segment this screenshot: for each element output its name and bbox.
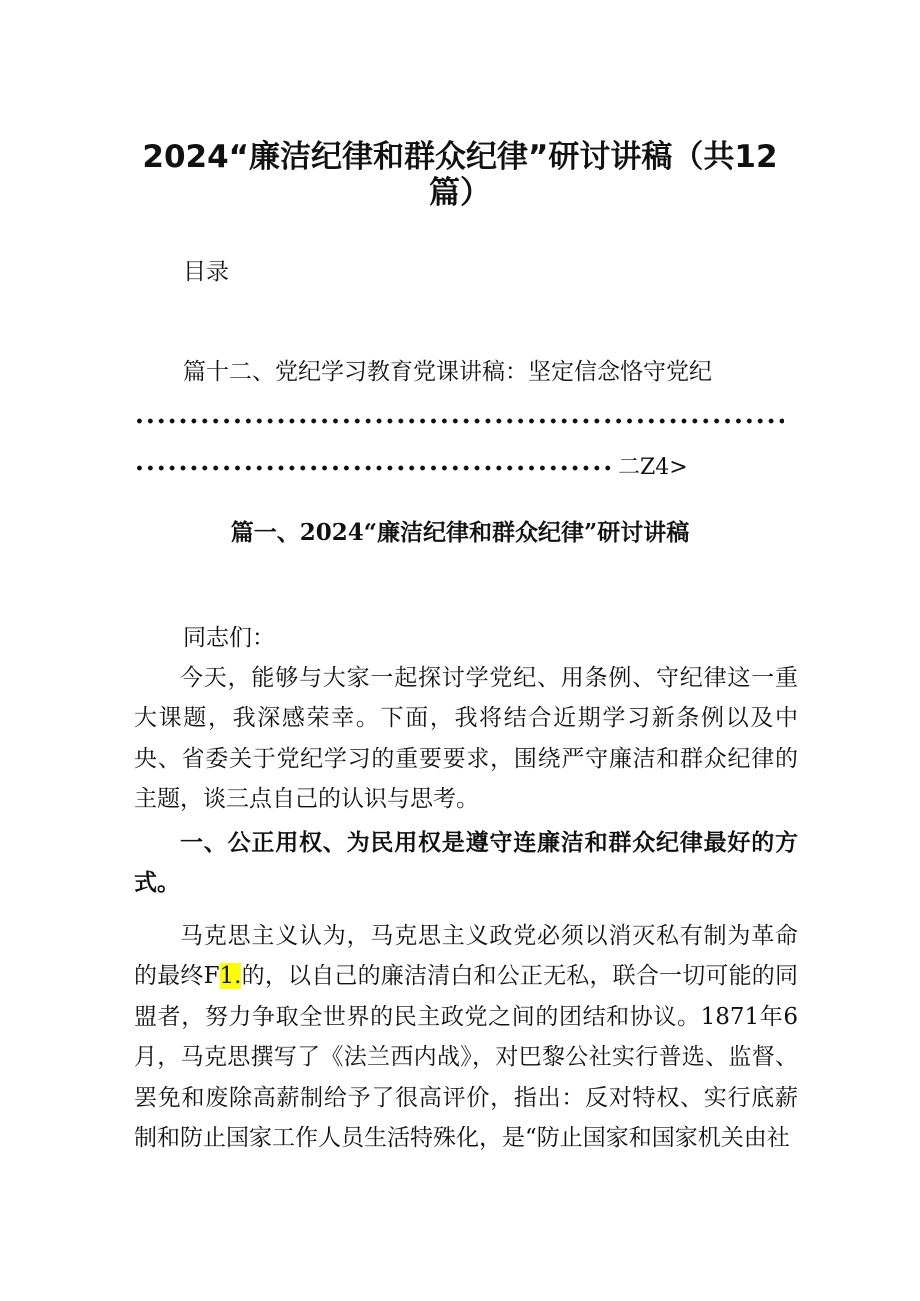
document-title-line-2: 篇）: [429, 175, 491, 211]
leader-dots: [134, 465, 614, 471]
toc-leader-dots-row-1: [134, 405, 784, 437]
paragraph-marxism: [134, 916, 798, 1158]
toc-heading: 目录: [183, 259, 229, 285]
section-title: 篇一、2024“廉洁纪律和群众纪律”研讨讲稿: [230, 519, 690, 546]
toc-entry-12: 篇十二、党纪学习教育党课讲稿：坚定信念恪守党纪: [183, 359, 712, 385]
paragraph-text-part-b: 的，以自己的廉洁清白和公正无私，联合一切可能的同盟者，努力争取全世界的民主政党之间的团结和协议。1871年6月，马克思撰写了《法兰西内战》，对巴黎公社实行普选、监督、罢免和废除高薪制给予了很高评价，指出：反对特权、实行底薪制和防止国家工作人员生活特殊化，是“防止国家和国家机关由社: [134, 963, 798, 1152]
heading-point-one: 一、公正用权、为民用权是遵守连廉洁和群众纪律最好的方式。: [134, 829, 798, 897]
document-title-line-1: 2024“廉洁纪律和群众纪律”研讨讲稿（共12: [142, 139, 778, 175]
salutation: 同志们：: [183, 625, 275, 651]
paragraph-text-part-a: 马克思主义认为，马克思主义政党必须以消灭私有制为革命的最终F: [134, 923, 798, 990]
paragraph-intro: 今天，能够与大家一起探讨学党纪、用条例、守纪律这一重大课题，我深感荣幸。下面，我将结合近期学习新条例以及中央、省委关于党纪学习的重要要求，围绕严守廉洁和群众纪律的主题，谈三点自己的认识与思考。: [134, 665, 798, 813]
leader-dots: [134, 418, 784, 424]
highlighted-text: 1.: [219, 963, 242, 990]
toc-leader-dots-row-2: [134, 452, 688, 484]
toc-page-number: 二Z4>: [618, 455, 688, 480]
